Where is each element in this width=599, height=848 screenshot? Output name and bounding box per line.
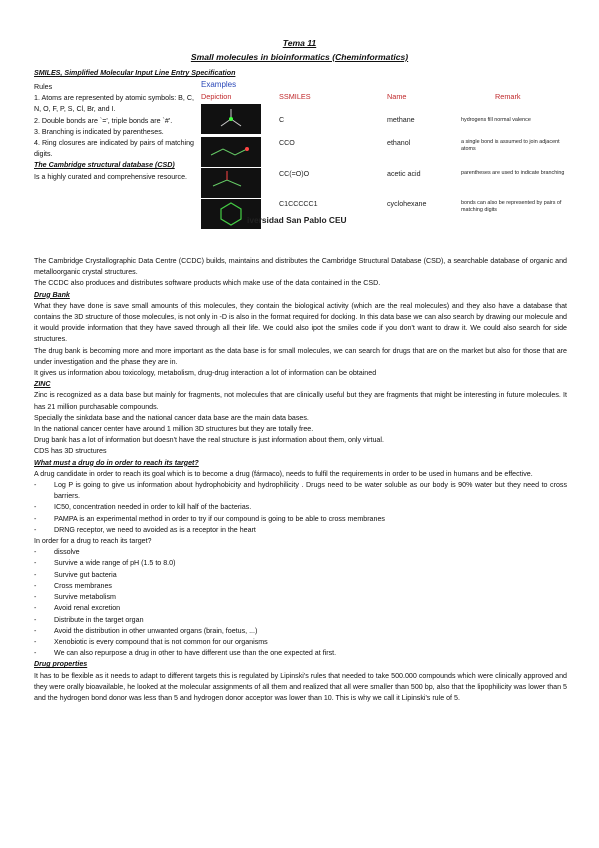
col-smiles: SSMILES xyxy=(279,92,311,101)
properties-heading: Drug properties xyxy=(34,660,88,669)
requirements-list xyxy=(34,480,567,536)
smiles-acetic-acid: CC(=O)O xyxy=(279,170,310,178)
ethanol-structure xyxy=(201,137,261,167)
ethanol-depiction xyxy=(201,137,261,167)
university-watermark: iversidad San Pablo CEU xyxy=(247,215,347,225)
remark-cyclohexane: bonds can also be represented by pairs of matching digits xyxy=(461,200,562,213)
target-paragraph-1: A drug candidate in order to reach its goal which is to become a drug (fármaco), needs to fulfil the requirements in order to be used in humans and be effective. xyxy=(34,469,533,478)
list-item: - Distribute in the target organ xyxy=(34,615,567,626)
list-item: - Survive gut bacteria xyxy=(34,570,567,581)
name-cyclohexane: cyclohexane xyxy=(387,200,427,208)
col-remark: Remark xyxy=(495,92,521,101)
rule-4: 4. Ring closures are indicated by pairs of matching digits. xyxy=(34,139,194,159)
remark-acetic-acid: parentheses are used to indicate branching xyxy=(461,170,565,176)
smiles-examples-slide xyxy=(199,80,569,230)
document-title: Tema 11 xyxy=(282,38,317,48)
list-item: - Survive metabolism xyxy=(34,592,567,603)
rule-3: 3. Branching is indicated by parentheses. xyxy=(34,127,164,136)
remark-ethanol: a single bond is assumed to join adjacent atoms xyxy=(461,139,560,152)
csd-intro: Is a highly curated and comprehensive resource. xyxy=(34,172,187,181)
list-item: - dissolve xyxy=(34,547,567,558)
zinc-heading: ZINC xyxy=(34,380,51,389)
list-item: - Xenobiotic is every compound that is not common for our organisms xyxy=(34,637,567,648)
col-depiction: Depiction xyxy=(201,92,232,101)
rule-2: 2. Double bonds are `=', triple bonds are `#'. xyxy=(34,116,173,125)
drugbank-paragraph-2: The drug bank is becoming more and more important as the data base is for small molecules, we can search for drugs that are on the market but also for those that are under investigation and the phase they are in. xyxy=(34,346,567,366)
list-item: - Avoid renal excretion xyxy=(34,603,567,614)
drugbank-heading: Drug Bank xyxy=(34,290,70,299)
examples-label: Examples xyxy=(201,80,237,89)
properties-paragraph-1: It has to be flexible as it needs to adapt to different targets this is regulated by Lipinski's rules that needed to take 500.000 compounds which were clinically approved and they were orally bioavailable, he looked at the molecular assignments of all them and realized that all were smaller than 500 bp, also that the lipophilicity was lower than 5 and the hydrogen bond donor was less than 5 and hydrogen donor acceptor was lower than 10. This is why we call it Lipinski's rule of 5. xyxy=(34,671,567,702)
drugbank-paragraph-3: It gives us information abou toxicology, metabolism, drug-drug interaction a lot of information can be obtained xyxy=(34,369,377,378)
name-ethanol: ethanol xyxy=(387,139,411,147)
remark-methane: hydrogens fill normal valence xyxy=(461,117,531,123)
rules-title: Rules xyxy=(34,83,53,91)
csd-paragraph-2: The CCDC also produces and distributes software products which make use of the data contained in the CSD. xyxy=(34,279,381,288)
drugbank-paragraph-1: What they have done is save small amounts of this molecules, they contain the biological activity (which are the real molecules) and they also have a database that contains the 3D structure of those molecules, is not only in -D is also in the format required for docking. In this data base we can also search by drawing our molecule and it would provide information that they have saved through all their life. We could also ipot the smiles code if you don't want to draw it. We could also search for side structures. xyxy=(34,301,567,344)
zinc-paragraph-3: In the national cancer center have around 1 million 3D structures but they are totally free. xyxy=(34,425,314,434)
zinc-paragraph-4: Drug bank has a lot of information but doesn't have the real structure is just information about them, only virtual. xyxy=(34,436,384,445)
csd-paragraph-1: The Cambridge Crystallographic Data Centre (CCDC) builds, maintains and distributes the Cambridge Structural Database (CSD), a searchable database of organic and metalloorganic crystal structures. xyxy=(34,257,567,277)
target-heading: What must a drug do in order to reach its target? xyxy=(34,458,199,467)
list-item: - PAMPA is an experimental method in order to try if our compound is going to be able to cross membranes xyxy=(34,514,567,525)
csd-heading: The Cambridge structural database (CSD) xyxy=(34,161,175,170)
rule-1: 1. Atoms are represented by atomic symbols: B, C, N, O, F, P, S, Cl, Br, and I. xyxy=(34,94,194,114)
target-steps-list xyxy=(34,547,567,659)
target-paragraph-2: In order for a drug to reach its target? xyxy=(34,537,152,546)
name-methane: methane xyxy=(387,116,415,124)
smiles-ethanol: CCO xyxy=(279,139,295,147)
methane-structure xyxy=(201,104,261,134)
smiles-cyclohexane: C1CCCCC1 xyxy=(279,200,318,208)
list-item: - Cross membranes xyxy=(34,581,567,592)
list-item: - IC50, concentration needed in order to kill half of the bacterias. xyxy=(34,502,567,513)
list-item: - Log P is going to give us information about hydrophobicity and hydrophilicity . Drugs need to be water soluble as our body is 90% water but they need to cross barriers. xyxy=(34,480,567,502)
list-item: - Survive a wide range of pH (1.5 to 8.0) xyxy=(34,558,567,569)
list-item: - Avoid the distribution in other unwanted organs (brain, foetus, ...) xyxy=(34,626,567,637)
list-item: - We can also repurpose a drug in other to have different use than the one expected at first. xyxy=(34,648,567,659)
smiles-heading: SMILES, Simplified Molecular Input Line Entry Specification xyxy=(34,69,236,77)
col-name: Name xyxy=(387,92,407,101)
csd-section xyxy=(34,256,567,704)
zinc-paragraph-5: CDS has 3D structures xyxy=(34,447,107,456)
smiles-rules xyxy=(34,82,194,183)
document-subtitle: Small molecules in bioinformatics (Cheminformatics) xyxy=(190,52,409,62)
list-item: - DRNG receptor, we need to avoided as is a receptor in the heart xyxy=(34,525,567,536)
methane-depiction xyxy=(201,104,261,134)
zinc-paragraph-2: Specially the sinkdata base and the national cancer data base are the main data bases. xyxy=(34,413,309,422)
acetic-acid-depiction xyxy=(201,168,261,198)
acetic-acid-structure xyxy=(201,168,261,198)
name-acetic-acid: acetic acid xyxy=(387,170,421,178)
smiles-methane: C xyxy=(279,116,285,124)
zinc-paragraph-1: Zinc is recognized as a data base but mainly for fragments, not molecules that are clinically useful but they are fragments that might be interesting in future molecules. It has 21 million purchasable compounds. xyxy=(34,391,567,411)
